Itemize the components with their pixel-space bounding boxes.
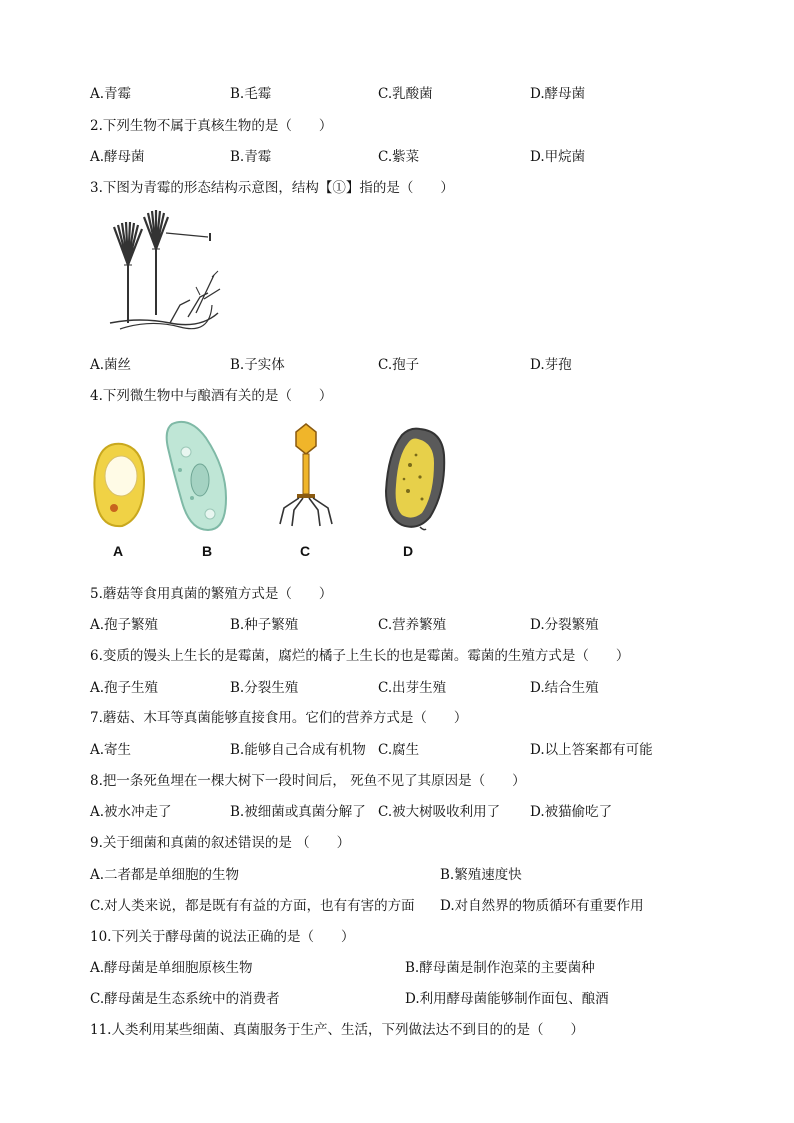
q9-option-c: C.对人类来说，都是既有有益的方面，也有有害的方面 (90, 898, 415, 914)
q7-option-d: D.以上答案都有可能 (530, 742, 653, 758)
q3-option-c: C.孢子 (378, 357, 420, 373)
q8-option-d: D.被猫偷吃了 (530, 804, 613, 820)
q2-option-c: C.紫菜 (378, 149, 420, 165)
bacteriophage-image (272, 422, 340, 528)
q3-option-a: A.菌丝 (90, 357, 132, 373)
q7-option-c: C.腐生 (378, 742, 420, 758)
q7-option-b: B.能够自己合成有机物 (230, 742, 366, 758)
q6-option-a: A.孢子生殖 (90, 680, 159, 696)
q3-stem: 3.下图为青霉的形态结构示意图，结构【①】指的是（ ） (90, 180, 454, 196)
bacterium-image (380, 425, 450, 533)
q4-image-label-c: C (300, 543, 311, 559)
q9-option-a: A.二者都是单细胞的生物 (90, 867, 240, 883)
q10-option-b: B.酵母菌是制作泡菜的主要菌种 (405, 960, 595, 976)
q10-stem: 10.下列关于酵母菌的说法正确的是（ ） (90, 929, 355, 945)
q4-image-label-a: A (113, 543, 124, 559)
q7-option-a: A.寄生 (90, 742, 132, 758)
q3-option-b: B.子实体 (230, 357, 285, 373)
q9-option-d: D.对自然界的物质循环有重要作用 (440, 898, 644, 914)
q7-stem: 7.蘑菇、木耳等真菌能够直接食用。它们的营养方式是（ ） (90, 710, 468, 726)
q9-option-b: B.繁殖速度快 (440, 867, 522, 883)
q1-option-a: A.青霉 (90, 86, 132, 102)
q10-option-a: A.酵母菌是单细胞原核生物 (90, 960, 253, 976)
penicillium-diagram (100, 205, 230, 333)
q1-option-b: B.毛霉 (230, 86, 272, 102)
q6-option-d: D.结合生殖 (530, 680, 599, 696)
q4-image-label-d: D (403, 543, 414, 559)
q9-stem: 9.关于细菌和真菌的叙述错误的是 （ ） (90, 835, 351, 851)
q5-option-a: A.孢子繁殖 (90, 617, 159, 633)
q5-option-b: B.种子繁殖 (230, 617, 299, 633)
q10-option-d: D.利用酵母菌能够制作面包、酿酒 (405, 991, 609, 1007)
q4-image-label-b: B (202, 543, 213, 559)
q2-option-a: A.酵母菌 (90, 149, 145, 165)
q2-option-d: D.甲烷菌 (530, 149, 586, 165)
q2-option-b: B.青霉 (230, 149, 272, 165)
q10-option-c: C.酵母菌是生态系统中的消费者 (90, 991, 280, 1007)
q8-stem: 8.把一条死鱼埋在一棵大树下一段时间后， 死鱼不见了其原因是（ ） (90, 773, 526, 789)
q8-option-c: C.被大树吸收利用了 (378, 804, 501, 820)
q5-option-d: D.分裂繁殖 (530, 617, 599, 633)
q5-stem: 5.蘑菇等食用真菌的繁殖方式是（ ） (90, 586, 333, 602)
q4-stem: 4.下列微生物中与酿酒有关的是（ ） (90, 388, 333, 404)
q8-option-a: A.被水冲走了 (90, 804, 172, 820)
q1-option-d: D.酵母菌 (530, 86, 586, 102)
yeast-cell-image (90, 440, 150, 530)
q6-option-b: B.分裂生殖 (230, 680, 299, 696)
q3-option-d: D.芽孢 (530, 357, 572, 373)
q2-stem: 2.下列生物不属于真核生物的是（ ） (90, 118, 333, 134)
q6-stem: 6.变质的馒头上生长的是霉菌，腐烂的橘子上生长的也是霉菌。霉菌的生殖方式是（ ） (90, 648, 630, 664)
q6-option-c: C.出芽生殖 (378, 680, 447, 696)
q1-option-c: C.乳酸菌 (378, 86, 433, 102)
paramecium-image (160, 418, 235, 536)
q5-option-c: C.营养繁殖 (378, 617, 447, 633)
q8-option-b: B.被细菌或真菌分解了 (230, 804, 366, 820)
q11-stem: 11.人类利用某些细菌、真菌服务于生产、生活，下列做法达不到目的的是（ ） (90, 1022, 584, 1038)
